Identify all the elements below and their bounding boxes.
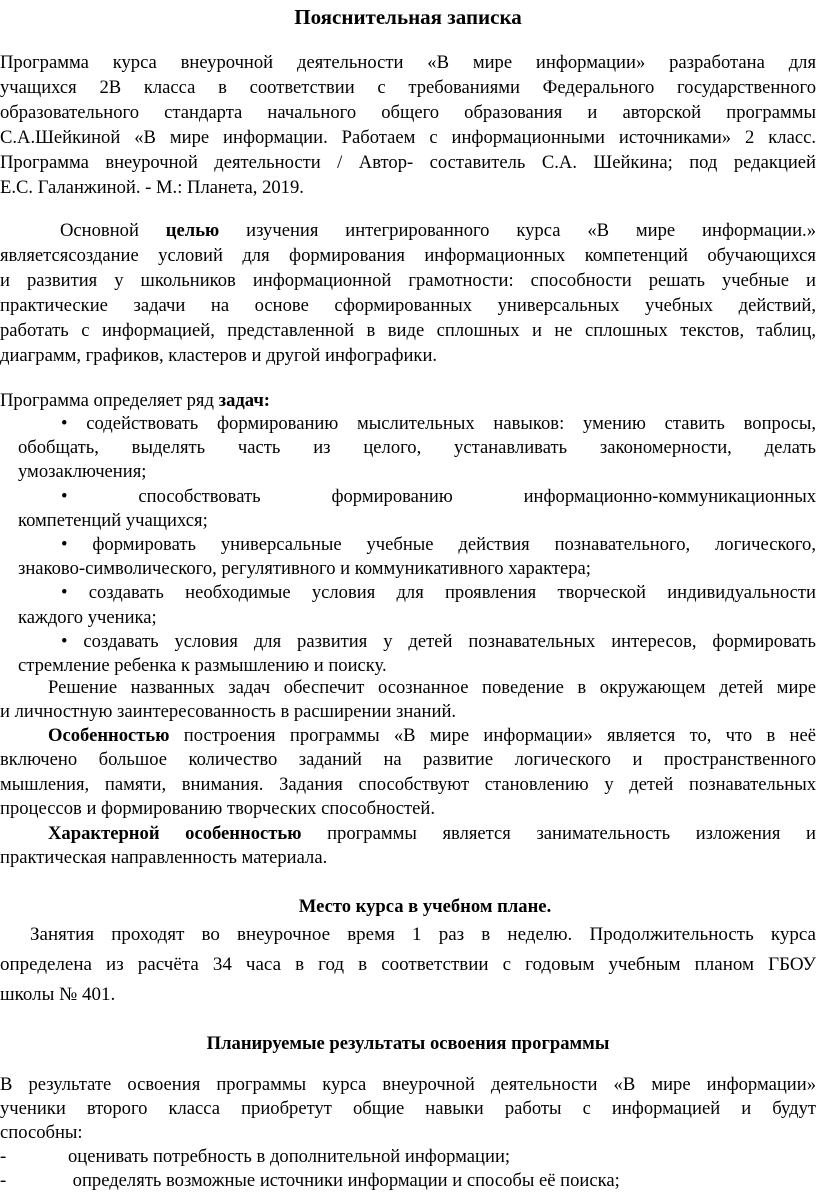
results-line: ученики второго класса приобретут общие навыки работы с информацией и будут (0, 1098, 816, 1119)
goal-paragraph (0, 218, 816, 368)
feature-bold: Особенностью (48, 725, 170, 746)
result-item-text: оценивать потребность в дополнительной информации; (68, 1146, 511, 1167)
tasks-intro-text: Программа определяет ряд (0, 390, 214, 411)
goal-line: являетсясоздание условий для формирования информационных компетенций обучающихся (0, 245, 816, 266)
intro-line: Программа внеурочной деятельности / Автор- составитель С.А. Шейкина; под редакцией (0, 152, 816, 173)
intro-paragraph (0, 50, 816, 200)
goal-line: и развития у школьников информационной грамотности: способности решать учебные и (0, 270, 816, 291)
tasks-intro (0, 388, 816, 413)
intro-line: учащихся 2В класса в соответствии с требованиями Федерального государственного (0, 77, 816, 98)
feature-first: построения программы «В мире информации» является то, что в неё (183, 725, 816, 746)
results-list (0, 1145, 816, 1193)
result-item-text: определять возможные источники информации и способы её поиска; (68, 1170, 620, 1191)
list-item (18, 412, 816, 485)
task-line: умозаключения; (18, 461, 147, 483)
intro-line: Е.С. Галанжиной. - М.: Планета, 2019. (0, 177, 304, 198)
feature-line: мышления, памяти, внимания. Задания способствуют становлению у детей познавательных (0, 773, 816, 795)
feature-line: процессов и формированию творческих способностей. (0, 798, 436, 820)
intro-line: Программа курса внеурочной деятельности «В мире информации» разработана для (0, 52, 816, 73)
character-line: практическая направленность материала. (0, 847, 328, 869)
place-line: определена из расчёта 34 часа в год в соответствии с годовым учебным планом ГБОУ (0, 954, 816, 975)
place-heading: Место курса в учебном плане. (298, 896, 552, 917)
dash-marker: - (0, 1170, 7, 1191)
task-first-line: • содействовать формированию мыслительных навыков: умению ставить вопросы, (61, 413, 816, 434)
goal-line: практические задачи на основе сформированных универсальных учебных действий, (0, 295, 816, 316)
task-first-line: • формировать универсальные учебные действия познавательного, логического, (61, 534, 816, 556)
results-heading: Планируемые результаты освоения программы (206, 1033, 610, 1054)
task-line: каждого ученика; (18, 606, 157, 628)
goal-bold: целью (165, 220, 220, 241)
task-first-line: • способствовать формированию информационно-коммуникационных (61, 485, 816, 507)
goal-pre: Основной (60, 220, 139, 241)
solution-line: и личностную заинтересованность в расширении знаний. (0, 701, 457, 723)
solution-paragraph (0, 676, 816, 725)
character-bold: Характерной особенностью (48, 823, 302, 844)
goal-line: диаграмм, графиков, кластеров и другой инфографики. (0, 345, 438, 366)
character-first-line (0, 822, 816, 846)
tasks-list (18, 412, 816, 678)
intro-line: образовательного стандарта начального общего образования и авторской программы (0, 102, 816, 123)
task-line: компетенций учащихся; (18, 509, 208, 531)
character-paragraph (0, 822, 816, 871)
dash-marker: - (0, 1146, 7, 1167)
place-line: школы № 401. (0, 984, 116, 1005)
goal-post: изучения интегрированного курса «В мире информации.» (246, 220, 816, 241)
goal-line: работать с информацией, представленной в виде сплошных и не сплошных текстов, таблиц, (0, 320, 816, 341)
results-paragraph (0, 1073, 816, 1145)
feature-paragraph (0, 724, 816, 822)
list-item (18, 630, 816, 678)
list-item (0, 1145, 816, 1169)
list-item (18, 533, 816, 581)
feature-line: включено большое количество заданий на развитие логического и пространственного (0, 749, 816, 771)
list-item (0, 1169, 816, 1193)
goal-first-line (0, 218, 816, 243)
solution-first-line: Решение названных задач обеспечит осознанное поведение в окружающем детей мире (48, 677, 816, 698)
task-line: стремление ребенка к размышлению и поиску. (18, 655, 387, 677)
list-item (18, 581, 816, 629)
intro-line: С.А.Шейкиной «В мире информации. Работаем с информационными источниками» 2 класс. (0, 127, 816, 148)
place-first-line: Занятия проходят во внеурочное время 1 раз в неделю. Продолжительность курса (30, 924, 816, 945)
list-item (18, 485, 816, 533)
task-first-line: • создавать условия для развития у детей познавательных интересов, формировать (61, 630, 816, 652)
task-line: обобщать, выделять часть из целого, устанавливать закономерности, делать (18, 437, 816, 459)
task-first-line: • создавать необходимые условия для проявления творческой индивидуальности (61, 582, 816, 604)
place-paragraph (0, 920, 816, 1010)
results-line: В результате освоения программы курса внеурочной деятельности «В мире информации» (0, 1074, 816, 1095)
results-line: способны: (0, 1122, 83, 1143)
feature-first-line (0, 724, 816, 748)
document-title: Пояснительная записка (294, 5, 522, 29)
character-first: программы является занимательность изложения и (327, 823, 816, 844)
task-line: знаково-символического, регулятивного и коммуникативного характера; (18, 558, 591, 580)
tasks-intro-bold: задач: (218, 390, 270, 411)
